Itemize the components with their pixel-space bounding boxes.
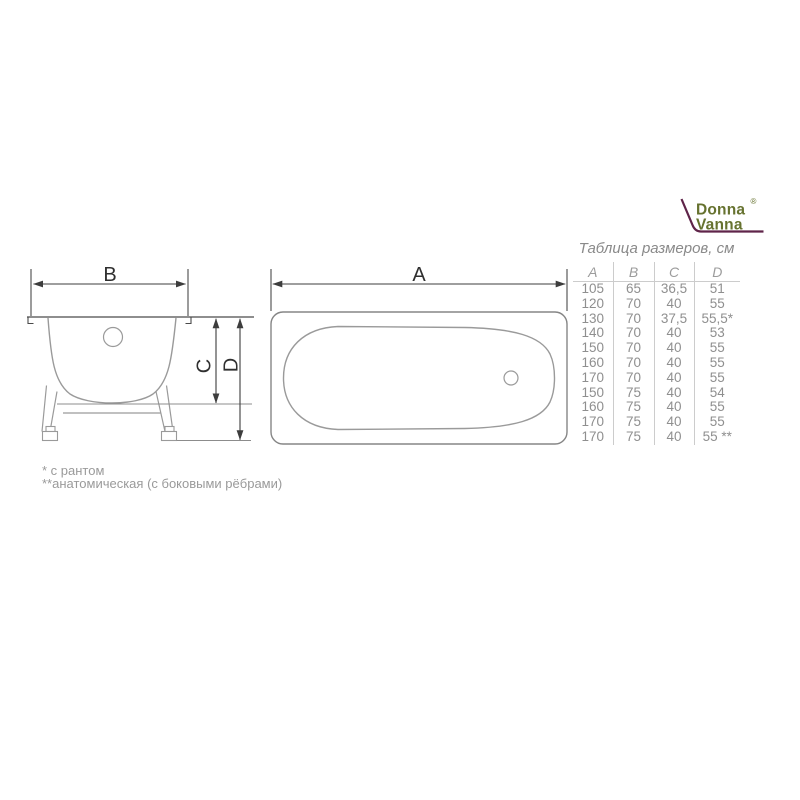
table-row: [573, 430, 740, 445]
logo-text-line2: Vanna: [696, 216, 743, 234]
cell: 55,5*: [694, 312, 740, 327]
cell: 160: [581, 354, 605, 370]
cell: 170: [581, 414, 605, 430]
col-header-b: B: [613, 262, 654, 282]
cell: 54: [694, 386, 740, 401]
footnote-anatomic: **анатомическая (с боковыми рёбрами): [42, 476, 283, 491]
b-dimension-label: B: [103, 264, 117, 286]
cell: 75: [613, 386, 654, 401]
foot-left-base: [43, 432, 58, 441]
cell: 70: [613, 297, 654, 312]
leg-left-inner: [50, 392, 57, 432]
table-row: [573, 341, 740, 356]
cell: 40: [654, 341, 694, 356]
table-row: [573, 356, 740, 371]
donna-vanna-logo: [672, 192, 772, 237]
cell: 36,5: [654, 282, 694, 297]
leg-right-inner: [156, 392, 165, 432]
d-dimension-label: D: [220, 357, 243, 373]
table-row: [573, 326, 740, 341]
cell: 40: [654, 371, 694, 386]
col-header-d: D: [694, 262, 740, 282]
cell: 40: [654, 415, 694, 430]
cell: 40: [654, 400, 694, 415]
foot-left-cap: [46, 427, 55, 432]
registered-trademark-icon: ®: [750, 197, 757, 206]
drain-hole: [504, 371, 518, 385]
cell: 55 **: [694, 430, 740, 445]
leg-left-outer: [42, 386, 47, 432]
cell: 40: [654, 297, 694, 312]
rim-hook-left: [28, 317, 34, 324]
cell: 105: [581, 281, 605, 296]
cell: 170: [581, 428, 605, 444]
cell: 51: [694, 282, 740, 297]
col-header-c: C: [654, 262, 694, 282]
foot-right-cap: [165, 427, 174, 432]
cell: 75: [613, 415, 654, 430]
footnote-rim: * с рантом: [42, 463, 105, 478]
size-table-header-row: [573, 262, 740, 282]
leg-right-outer: [167, 386, 174, 432]
rim-hook-right: [186, 317, 192, 324]
cell: 40: [654, 386, 694, 401]
cell: 70: [613, 312, 654, 327]
table-row: [573, 415, 740, 430]
cell: 70: [613, 371, 654, 386]
bathtub-top-view-drawing: [255, 248, 585, 463]
cell: 150: [581, 384, 605, 400]
cell: 37,5: [654, 312, 694, 327]
tub-body-outline: [48, 318, 176, 403]
cell: 53: [694, 326, 740, 341]
table-row: [573, 400, 740, 415]
table-row: [573, 297, 740, 312]
cell: 130: [581, 310, 605, 326]
cell: 55: [694, 341, 740, 356]
cell: 65: [613, 282, 654, 297]
cell: 70: [613, 326, 654, 341]
cell: 40: [654, 356, 694, 371]
cell: 40: [654, 326, 694, 341]
table-row: [573, 312, 740, 327]
size-table-title: Таблица размеров, см: [578, 240, 735, 257]
cell: 140: [581, 325, 605, 341]
cell: 55: [694, 356, 740, 371]
cell: 150: [581, 340, 605, 356]
table-row: [573, 371, 740, 386]
tub-inner-outline: [284, 327, 555, 430]
overflow-hole: [104, 328, 123, 347]
table-row: [573, 386, 740, 401]
cell: 75: [613, 400, 654, 415]
cell: 40: [654, 430, 694, 445]
col-header-a: A: [573, 262, 613, 282]
cell: 55: [694, 371, 740, 386]
cell: 160: [581, 399, 605, 415]
size-table-grid: [573, 262, 740, 445]
foot-right-base: [162, 432, 177, 441]
cell: 70: [613, 341, 654, 356]
cell: 170: [581, 369, 605, 385]
cell: 55: [694, 297, 740, 312]
cell: 55: [694, 415, 740, 430]
cell: 75: [613, 430, 654, 445]
footnotes: [42, 464, 282, 490]
size-table: [573, 241, 740, 445]
cell: 55: [694, 400, 740, 415]
a-dimension-label: A: [412, 264, 426, 286]
tub-outer-rim: [271, 312, 567, 444]
table-row: [573, 282, 740, 297]
logo-text-line1: Donna: [696, 201, 746, 219]
cell: 120: [581, 295, 605, 311]
c-dimension-label: C: [193, 358, 216, 374]
cell: 70: [613, 356, 654, 371]
